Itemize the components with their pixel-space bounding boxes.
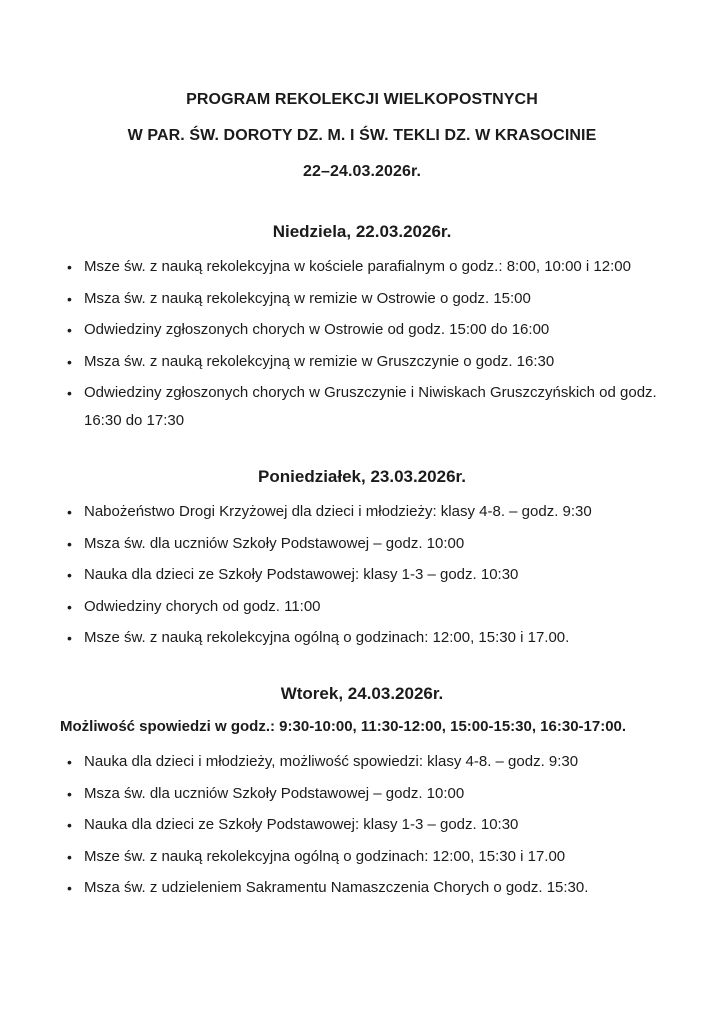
title-line-dates: 22–24.03.2026r. — [302, 163, 422, 180]
schedule-item: • Msze św. z nauką rekolekcyjna ogólną o godzinach: 12:00, 15:30 i 17.00 — [60, 843, 664, 871]
monday-schedule-list — [60, 498, 664, 652]
document-title — [60, 82, 664, 190]
title-line-parish: W PAR. ŚW. DOROTY DZ. M. I ŚW. TEKLI DZ. W KRASOCINIE — [127, 127, 597, 144]
schedule-item: • Odwiedziny zgłoszonych chorych w Ostrowie od godz. 15:00 do 16:00 — [60, 316, 664, 344]
schedule-item: • Odwiedziny zgłoszonych chorych w Gruszczynie i Niwiskach Gruszczyńskich od godz. 16:30 do 17:30 — [60, 379, 664, 435]
schedule-item: • Nauka dla dzieci ze Szkoły Podstawowej: klasy 1-3 – godz. 10:30 — [60, 811, 664, 839]
schedule-item: • Msza św. z udzieleniem Sakramentu Namaszczenia Chorych o godz. 15:30. — [60, 874, 664, 902]
section-monday — [60, 467, 664, 652]
title-line-program: PROGRAM REKOLEKCJI WIELKOPOSTNYCH — [186, 91, 538, 108]
tuesday-schedule-list — [60, 748, 664, 902]
schedule-item: • Msze św. z nauką rekolekcyjna ogólną o godzinach: 12:00, 15:30 i 17.00. — [60, 624, 664, 652]
sunday-schedule-list — [60, 253, 664, 435]
tuesday-heading: Wtorek, 24.03.2026r. — [280, 684, 444, 703]
schedule-item: • Msza św. dla uczniów Szkoły Podstawowej – godz. 10:00 — [60, 780, 664, 808]
schedule-item: • Msza św. dla uczniów Szkoły Podstawowej – godz. 10:00 — [60, 530, 664, 558]
schedule-item: • Nauka dla dzieci i młodzieży, możliwość spowiedzi: klasy 4-8. – godz. 9:30 — [60, 748, 664, 776]
monday-heading: Poniedziałek, 23.03.2026r. — [258, 467, 466, 486]
confession-times-note: Możliwość spowiedzi w godz.: 9:30-10:00, 11:30-12:00, 15:00-15:30, 16:30-17:00. — [60, 718, 627, 735]
schedule-item: • Msza św. z nauką rekolekcyjną w remizie w Ostrowie o godz. 15:00 — [60, 285, 664, 313]
sunday-heading: Niedziela, 22.03.2026r. — [272, 222, 452, 241]
schedule-item: • Nabożeństwo Drogi Krzyżowej dla dzieci i młodzieży: klasy 4-8. – godz. 9:30 — [60, 498, 664, 526]
schedule-item: • Nauka dla dzieci ze Szkoły Podstawowej: klasy 1-3 – godz. 10:30 — [60, 561, 664, 589]
schedule-item: • Msza św. z nauką rekolekcyjną w remizie w Gruszczynie o godz. 16:30 — [60, 348, 664, 376]
schedule-item: • Msze św. z nauką rekolekcyjna w kościele parafialnym o godz.: 8:00, 10:00 i 12:00 — [60, 253, 664, 281]
section-sunday — [60, 222, 664, 435]
schedule-item: • Odwiedziny chorych od godz. 11:00 — [60, 593, 664, 621]
section-tuesday — [60, 684, 664, 902]
